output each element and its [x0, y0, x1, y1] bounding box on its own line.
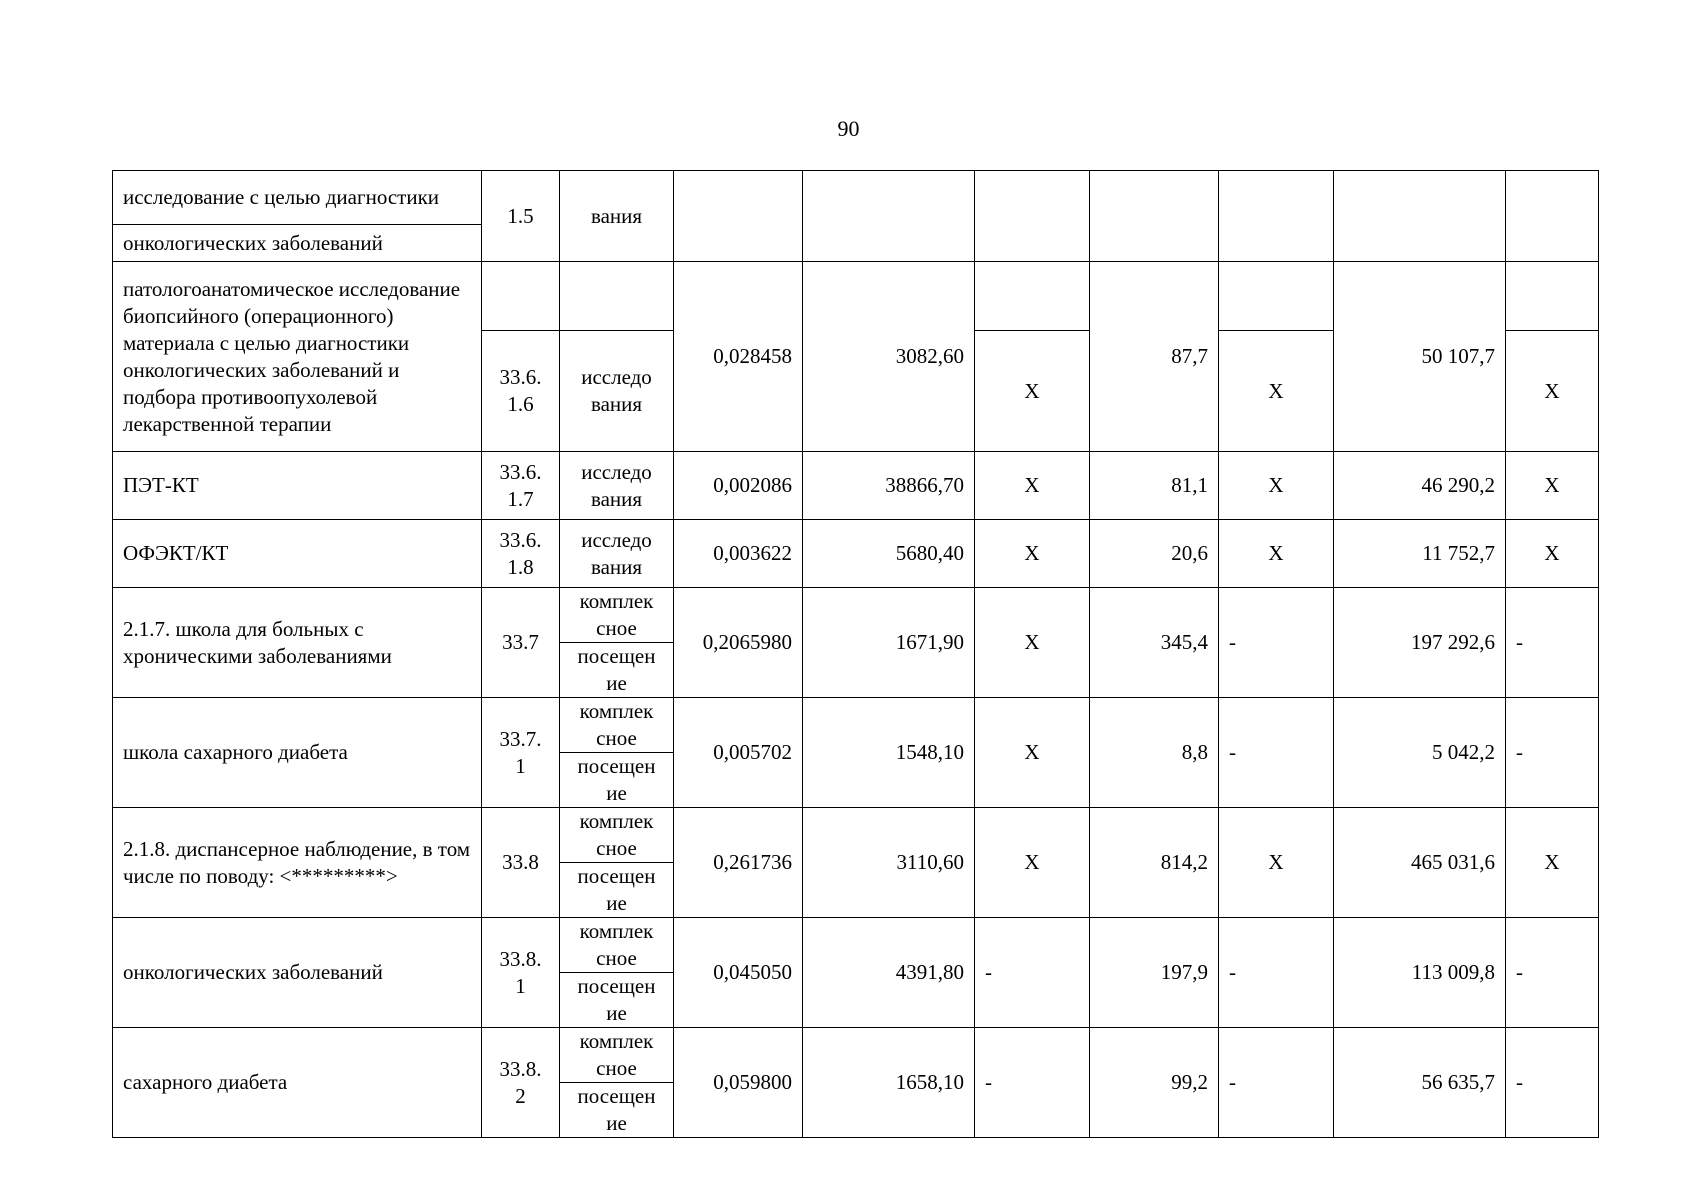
row-value-3: 113 009,8 [1334, 918, 1506, 1028]
row-code: 33.6. 1.6 [482, 331, 560, 452]
row-unit: комплек сное [560, 808, 674, 863]
row-norm: 0,005702 [674, 698, 803, 808]
row-norm: 0,002086 [674, 452, 803, 520]
table-row [113, 262, 1599, 331]
row-name: сахарного диабета [113, 1028, 482, 1138]
row-norm: 0,003622 [674, 520, 803, 588]
row-value-2: 197,9 [1090, 918, 1219, 1028]
row-mark-2: - [1219, 918, 1334, 1028]
row-value-3: 50 107,7 [1334, 262, 1506, 452]
empty-cell [1334, 171, 1506, 262]
row-value-2: 81,1 [1090, 452, 1219, 520]
row-unit: исследо вания [560, 452, 674, 520]
row-value-3: 11 752,7 [1334, 520, 1506, 588]
row-value-2: 8,8 [1090, 698, 1219, 808]
row-code: 33.8. 1 [482, 918, 560, 1028]
row-mark-2: - [1219, 588, 1334, 698]
row-cost: 1548,10 [803, 698, 975, 808]
empty-cell [975, 171, 1090, 262]
empty-cell [1219, 171, 1334, 262]
row-value-2: 20,6 [1090, 520, 1219, 588]
row-value-2: 99,2 [1090, 1028, 1219, 1138]
row-mark-1: X [975, 520, 1090, 588]
row-code: 33.7 [482, 588, 560, 698]
tariff-table [112, 170, 1599, 1138]
row-value-3: 465 031,6 [1334, 808, 1506, 918]
empty-cell [482, 262, 560, 331]
row-name: ОФЭКТ/КТ [113, 520, 482, 588]
row-mark-1: X [975, 808, 1090, 918]
row-value-2: 814,2 [1090, 808, 1219, 918]
row-mark-1: - [975, 918, 1090, 1028]
row-mark-2: X [1219, 808, 1334, 918]
row-unit: комплек сное [560, 1028, 674, 1083]
row-mark-3: - [1506, 698, 1599, 808]
row-unit: комплек сное [560, 918, 674, 973]
row-value-3: 56 635,7 [1334, 1028, 1506, 1138]
row-code: 33.6. 1.8 [482, 520, 560, 588]
row-name: онкологических заболеваний [113, 918, 482, 1028]
row-unit: посещен ие [560, 643, 674, 698]
row-cost: 3110,60 [803, 808, 975, 918]
row-cost: 1671,90 [803, 588, 975, 698]
row-mark-2: X [1219, 331, 1334, 452]
row-code: 33.8. 2 [482, 1028, 560, 1138]
row-code: 33.8 [482, 808, 560, 918]
empty-cell [1219, 262, 1334, 331]
row-unit: исследо вания [560, 331, 674, 452]
row-mark-2: X [1219, 520, 1334, 588]
row-mark-3: - [1506, 1028, 1599, 1138]
table-row [113, 588, 1599, 643]
row-value-2: 345,4 [1090, 588, 1219, 698]
row-mark-1: X [975, 698, 1090, 808]
row-name: 2.1.7. школа для больных с хроническими заболеваниями [113, 588, 482, 698]
row-name: исследование с целью диагностики [113, 171, 482, 225]
page-number: 90 [837, 116, 860, 141]
row-norm: 0,028458 [674, 262, 803, 452]
row-name: школа сахарного диабета [113, 698, 482, 808]
row-mark-3: - [1506, 918, 1599, 1028]
row-mark-1: X [975, 452, 1090, 520]
row-mark-3: X [1506, 452, 1599, 520]
table-row [113, 1028, 1599, 1083]
row-value-3: 46 290,2 [1334, 452, 1506, 520]
row-code: 1.5 [482, 171, 560, 262]
empty-cell [560, 262, 674, 331]
empty-cell [1506, 262, 1599, 331]
row-mark-3: X [1506, 808, 1599, 918]
row-value-3: 5 042,2 [1334, 698, 1506, 808]
row-unit: посещен ие [560, 1083, 674, 1138]
row-name: ПЭТ-КТ [113, 452, 482, 520]
row-unit: вания [560, 171, 674, 262]
table-row [113, 171, 1599, 225]
table-row [113, 918, 1599, 973]
table-row [113, 808, 1599, 863]
row-mark-1: X [975, 588, 1090, 698]
empty-cell [803, 171, 975, 262]
row-unit: комплек сное [560, 588, 674, 643]
table-row [113, 698, 1599, 753]
empty-cell [1090, 171, 1219, 262]
row-norm: 0,059800 [674, 1028, 803, 1138]
row-norm: 0,2065980 [674, 588, 803, 698]
empty-cell [1506, 171, 1599, 262]
row-mark-2: - [1219, 1028, 1334, 1138]
row-mark-2: - [1219, 698, 1334, 808]
row-mark-1: - [975, 1028, 1090, 1138]
table-row [113, 452, 1599, 520]
row-cost: 5680,40 [803, 520, 975, 588]
row-name: 2.1.8. диспансерное наблюдение, в том числе по поводу: <*********> [113, 808, 482, 918]
row-code: 33.6. 1.7 [482, 452, 560, 520]
row-unit: исследо вания [560, 520, 674, 588]
row-norm: 0,261736 [674, 808, 803, 918]
empty-cell [674, 171, 803, 262]
row-cost: 3082,60 [803, 262, 975, 452]
row-name: онкологических заболеваний [113, 225, 482, 262]
row-unit: посещен ие [560, 863, 674, 918]
empty-cell [975, 262, 1090, 331]
row-mark-3: X [1506, 331, 1599, 452]
row-cost: 38866,70 [803, 452, 975, 520]
row-mark-3: - [1506, 588, 1599, 698]
row-unit: комплек сное [560, 698, 674, 753]
row-cost: 1658,10 [803, 1028, 975, 1138]
row-mark-2: X [1219, 452, 1334, 520]
row-cost: 4391,80 [803, 918, 975, 1028]
row-unit: посещен ие [560, 973, 674, 1028]
row-name: патологоанатомическое исследование биопсийного (операционного) материала с целью диагностики онкологических заболеваний и подбора противоопухолевой лекарственной терапии [113, 262, 482, 452]
row-mark-1: X [975, 331, 1090, 452]
row-mark-3: X [1506, 520, 1599, 588]
row-value-2: 87,7 [1090, 262, 1219, 452]
table-row [113, 520, 1599, 588]
row-norm: 0,045050 [674, 918, 803, 1028]
row-value-3: 197 292,6 [1334, 588, 1506, 698]
row-code: 33.7. 1 [482, 698, 560, 808]
row-unit: посещен ие [560, 753, 674, 808]
